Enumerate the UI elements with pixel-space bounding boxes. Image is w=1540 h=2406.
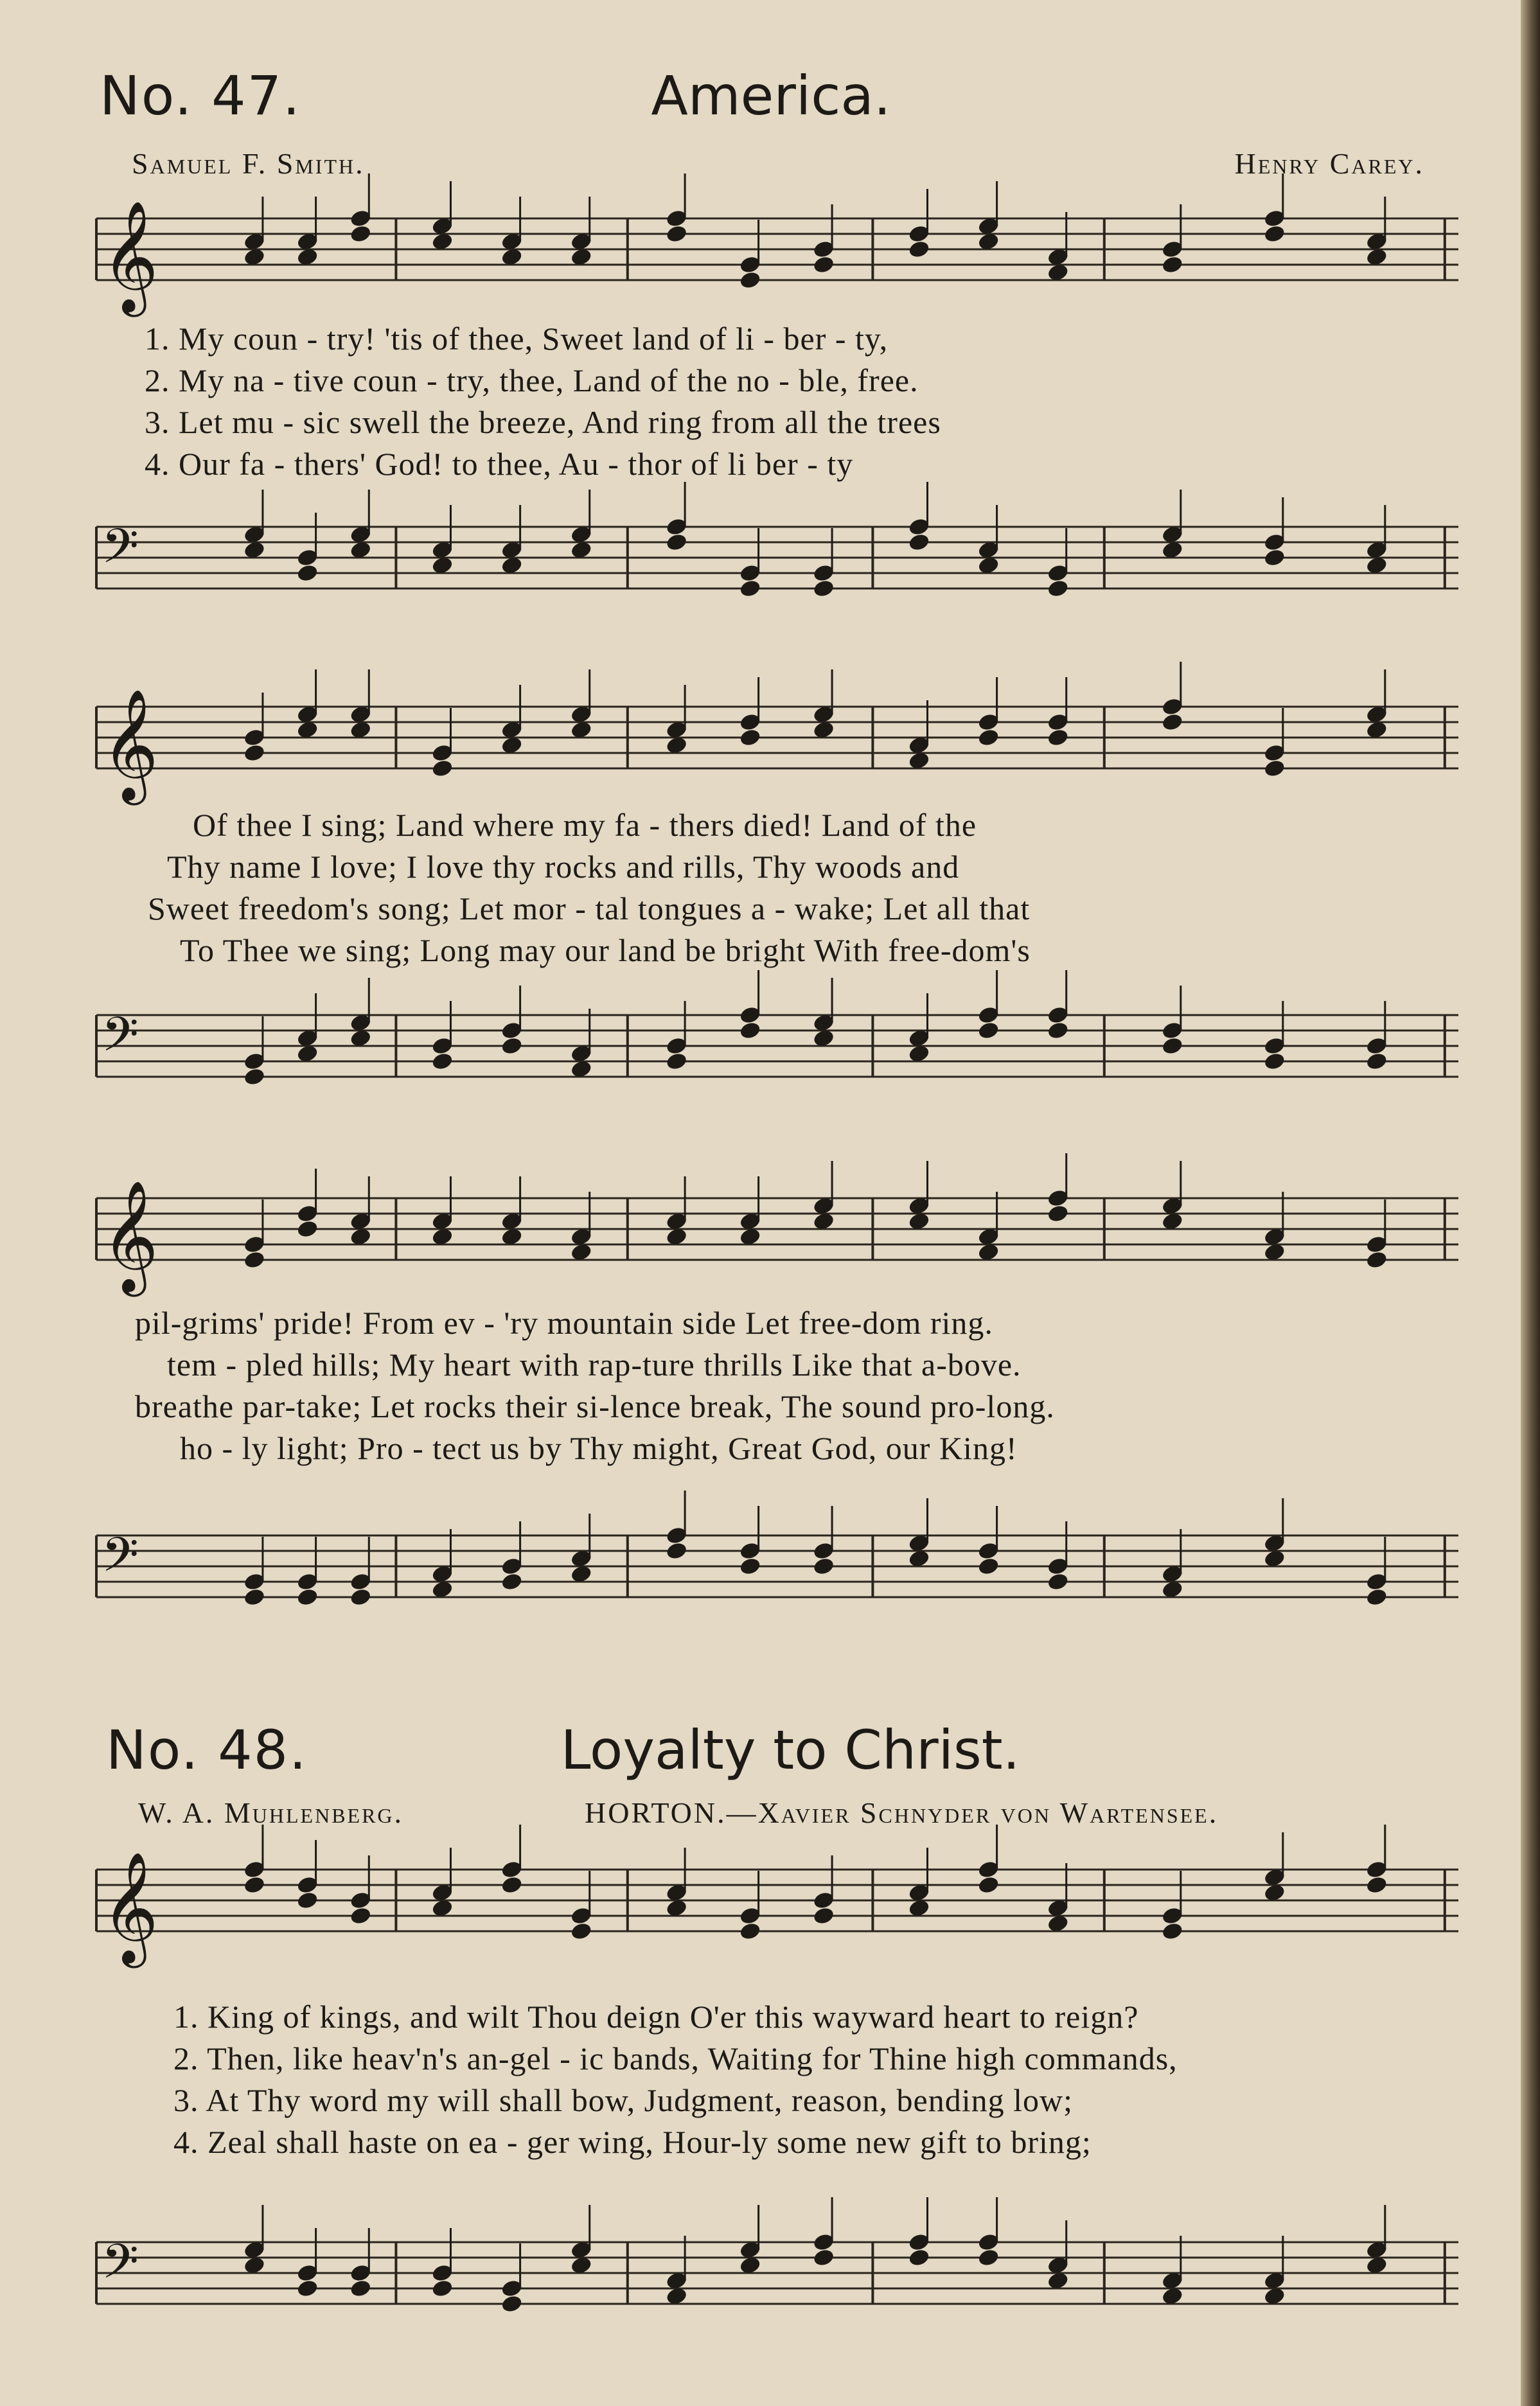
note-head (812, 255, 835, 275)
hymn-composer: Henry Carey. (1234, 147, 1424, 180)
bass-staff (96, 1002, 1458, 1105)
lyric-line: 4. Zeal shall haste on ea - ger wing, Hour-ly some new gift to bring; (173, 2124, 1092, 2160)
note-head (1161, 255, 1184, 275)
note-head (1047, 1021, 1070, 1041)
note-head (908, 533, 931, 553)
note-head (665, 533, 688, 553)
note-head (296, 1891, 319, 1911)
note-head (500, 2294, 524, 2314)
note-head (739, 1021, 762, 1041)
note-head (812, 2248, 835, 2268)
note-head (1263, 548, 1286, 568)
note-head (1161, 1036, 1184, 1056)
note-head (431, 1052, 454, 1072)
note-head (665, 1052, 688, 1072)
note-head (977, 1557, 1000, 1577)
treble-clef-icon: 𝄞 (102, 1180, 159, 1292)
treble-clef-icon: 𝄞 (102, 200, 159, 312)
note-head (500, 1572, 524, 1592)
note-head (431, 759, 454, 779)
note-head (500, 1036, 524, 1056)
note-head (1161, 1922, 1184, 1942)
bass-clef-icon: 𝄢 (102, 2234, 139, 2301)
note-head (296, 1588, 319, 1607)
note-head (1161, 712, 1184, 732)
lyric-line: tem - pled hills; My heart with rap-ture thrills Like that a-bove. (167, 1347, 1022, 1383)
note-head (500, 1875, 524, 1895)
lyric-line: 4. Our fa - thers' God! to thee, Au - thor of li ber - ty (145, 446, 854, 482)
lyric-line: To Thee we sing; Long may our land be bright With free-dom's (180, 932, 1031, 968)
note-head (243, 1875, 266, 1895)
note-head (977, 1021, 1000, 1041)
note-head (977, 2248, 1000, 2268)
hymn-title: America. (651, 64, 891, 127)
note-head (1047, 1204, 1070, 1224)
note-head (243, 1250, 266, 1270)
lyric-line: 2. My na - tive coun - try, thee, Land of the no - ble, free. (145, 362, 919, 398)
note-head (349, 1906, 372, 1926)
note-head (812, 579, 835, 599)
lyric-line: 1. My coun - try! 'tis of thee, Sweet land of li - ber - ty, (145, 321, 889, 357)
bass-clef-icon: 𝄢 (102, 1527, 139, 1595)
note-head (243, 743, 266, 763)
treble-staff (96, 689, 1458, 801)
note-head (1263, 759, 1286, 779)
lyric-line: Of thee I sing; Land where my fa - thers died! Land of the (193, 807, 977, 843)
bass-staff (96, 1523, 1458, 1625)
note-head (812, 1906, 835, 1926)
note-head (1365, 1250, 1388, 1270)
note-head (1263, 224, 1286, 244)
note-head (1365, 1588, 1388, 1607)
note-head (349, 2279, 372, 2299)
note-head (1263, 1052, 1286, 1072)
bass-staff (96, 514, 1458, 617)
lyric-line: 3. Let mu - sic swell the breeze, And ring from all the trees (145, 404, 941, 440)
note-head (977, 1875, 1000, 1895)
lyric-line: 3. At Thy word my will shall bow, Judgment, reason, bending low; (173, 2082, 1074, 2118)
note-head (296, 1219, 319, 1239)
note-head (812, 1557, 835, 1577)
bass-staff (96, 2229, 1458, 2332)
lyric-line: pil-grims' pride! From ev - 'ry mountain side Let free-dom ring. (135, 1305, 993, 1341)
note-head (570, 1922, 593, 1942)
note-head (1047, 1572, 1070, 1592)
note-head (977, 728, 1000, 748)
note-head (1365, 1875, 1388, 1895)
note-head (665, 1541, 688, 1561)
note-head (739, 728, 762, 748)
hymn-number: No. 48. (106, 1719, 308, 1782)
lyric-line: 2. Then, like heav'n's an-gel - ic bands, Waiting for Thine high commands, (173, 2040, 1178, 2076)
note-head (243, 1067, 266, 1087)
note-head (1365, 1052, 1388, 1072)
note-head (1047, 728, 1070, 748)
note-head (739, 579, 762, 599)
lyric-line: breathe par-take; Let rocks their si-lence break, The sound pro-long. (135, 1388, 1055, 1424)
hymn-author: W. A. Muhlenberg. (138, 1796, 404, 1829)
treble-clef-icon: 𝄞 (102, 689, 159, 801)
treble-staff (96, 200, 1458, 312)
treble-staff (96, 1852, 1458, 1963)
hymn-number: No. 47. (100, 64, 301, 127)
lyric-line: Thy name I love; I love thy rocks and rills, Thy woods and (167, 849, 960, 885)
bass-clef-icon: 𝄢 (102, 1007, 139, 1074)
note-head (1047, 579, 1070, 599)
note-head (908, 2248, 931, 2268)
lyric-line: Sweet freedom's song; Let mor - tal tongues a - wake; Let all that (148, 890, 1031, 926)
note-head (431, 2279, 454, 2299)
book-binding-edge (1521, 0, 1540, 2406)
lyric-line: ho - ly light; Pro - tect us by Thy might, Great God, our King! (180, 1430, 1018, 1466)
bass-clef-icon: 𝄢 (102, 518, 139, 586)
hymn-title: Loyalty to Christ. (560, 1719, 1020, 1782)
note-head (349, 224, 372, 244)
note-head (243, 1588, 266, 1607)
hymn-composer: HORTON.—Xavier Schnyder von Wartensee. (585, 1796, 1219, 1829)
lyric-line: 1. King of kings, and wilt Thou deign O'er this wayward heart to reign? (173, 1999, 1139, 2035)
note-head (739, 270, 762, 290)
treble-staff (96, 1180, 1458, 1292)
note-head (665, 224, 688, 244)
note-head (908, 240, 931, 260)
hymn-author: Samuel F. Smith. (132, 147, 365, 180)
note-head (739, 1922, 762, 1942)
note-head (349, 1588, 372, 1607)
note-head (739, 1557, 762, 1577)
note-head (296, 2279, 319, 2299)
treble-clef-icon: 𝄞 (102, 1852, 159, 1963)
note-head (296, 563, 319, 583)
